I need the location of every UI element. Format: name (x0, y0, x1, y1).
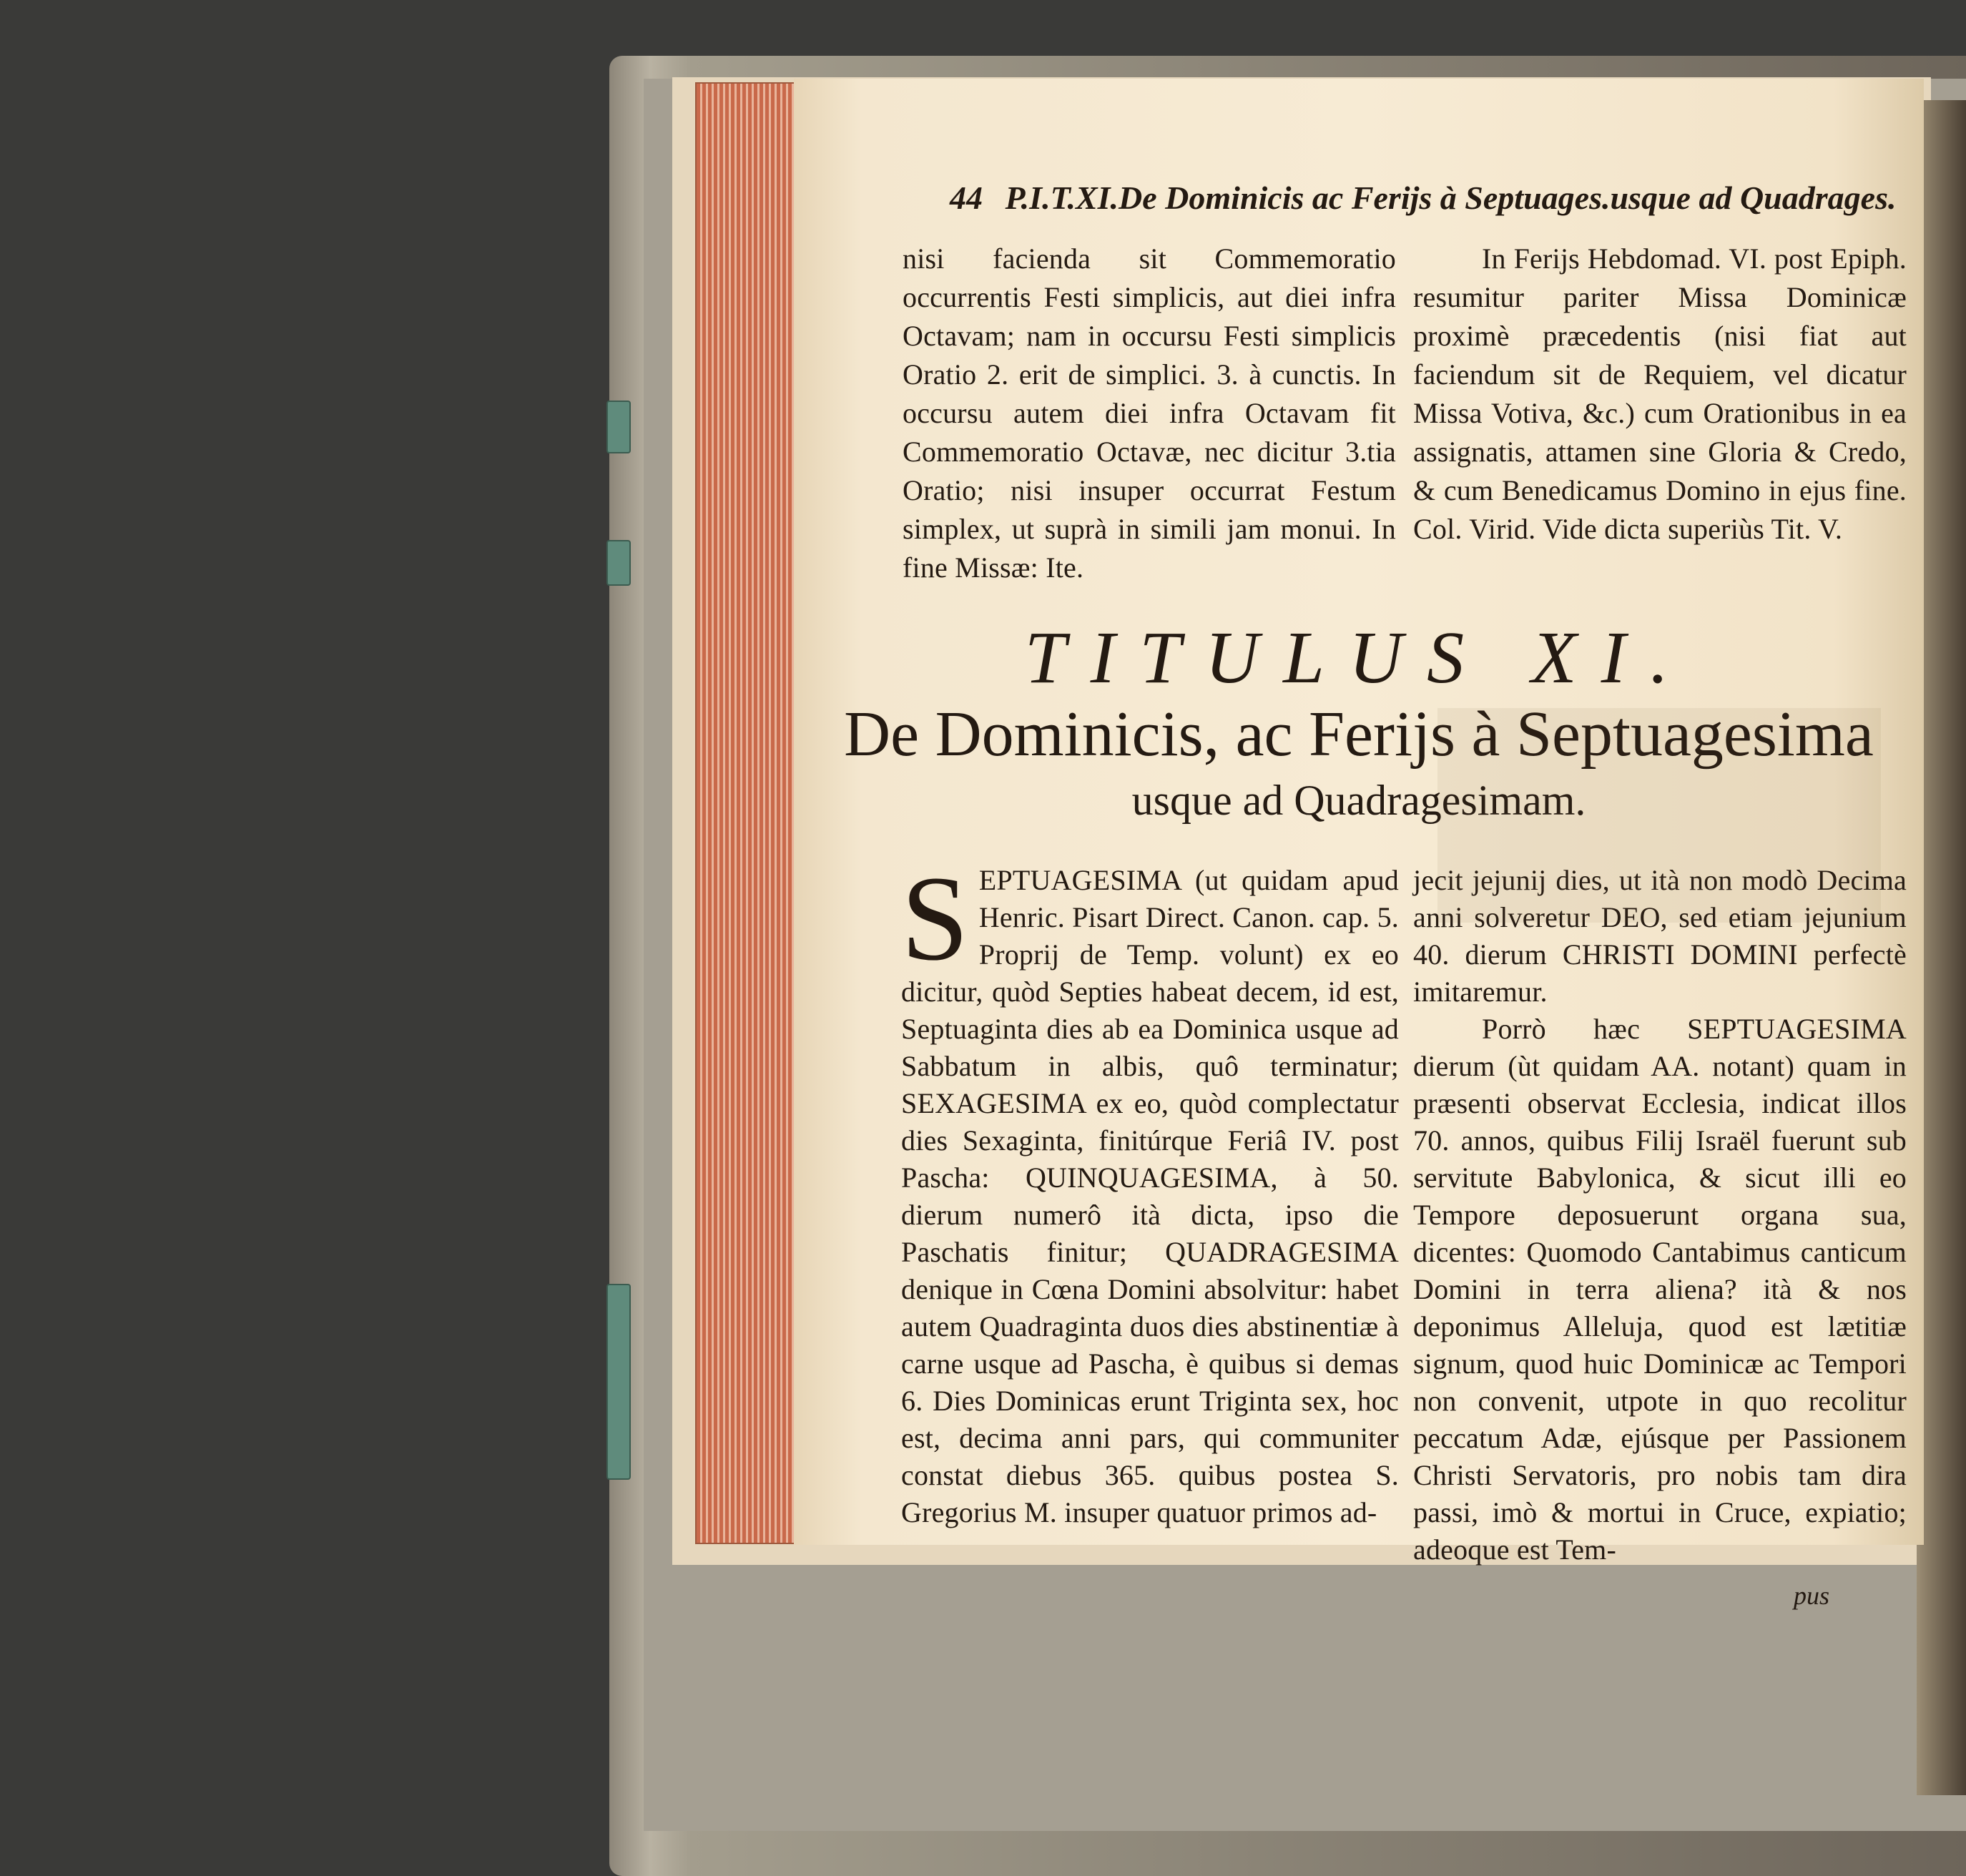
drop-cap: S (901, 851, 969, 986)
book-gutter (1917, 100, 1966, 1795)
main-right-paragraph-1: jecit jejunij dies, ut ità non modò Decima anni solveretur DEO, sed etiam jejunium 40. dierum CHRISTI DOMINI perfectè imitaremur. (1413, 864, 1907, 1008)
main-right-paragraph-2: Porrò hæc SEPTUAGESIMA dierum (ùt quidam AA. notant) quam in præsenti observat Ecclesia, indicat illos 70. annos, quibus Filij Israël fuerunt sub servitute Babylonica, & sicut illi eo Tempore deposuerunt organa sua, dicentes: Quomodo Cantabimus canticum Domini in terra aliena? ità & nos deponimus Alleluja, quod est lætitiæ signum, quod huic Dominicæ ac Tempori non convenit, utpote in quo recolitur peccatum Adæ, ejúsque per Passionem Christi Servatoris, pro nobis tam dira passi, imò & mortui in Cruce, expiatio; adeoque est Tem- (1413, 1013, 1907, 1566)
running-head-text: P.I.T.XI.De Dominicis ac Ferijs à Septuages.usque ad Quadrages. (1005, 180, 1897, 216)
catchword: pus (1794, 1581, 1830, 1610)
main-right-column (1413, 862, 1907, 1568)
chapter-title: TITULUS XI. (1024, 617, 1694, 699)
book-page (794, 79, 1924, 1610)
clasp-top (606, 401, 631, 453)
chapter-subtitle-line1: De Dominicis, ac Ferijs à Septuagesima (844, 699, 1874, 770)
main-left-text: EPTUAGESIMA (ut quidam apud Henric. Pisart Direct. Canon. cap. 5. Proprij de Temp. volunt) ex eo dicitur, quòd Septies habeat decem, id est, Septuaginta dies ab ea Dominica usque ad Sabbatum in albis, quô terminatur; SEXAGESIMA ex eo, quòd complectatur dies Sexaginta, finitúrque Feriâ IV. post Pascha: QUINQUAGESIMA, à 50. dierum numerô ità dicta, ipso die Paschatis finitur; QUADRAGESIMA denique in Cœna Domini absolvitur: habet autem Quadraginta duos dies abstinentiæ à carne usque ad Pascha, è quibus si demas 6. Dies Dominicas erunt Triginta sex, hoc est, decima anni pars, qui communiter constat diebus 365. quibus postea S. Gregorius M. insuper quatuor primos ad- (901, 864, 1399, 1528)
paper-stain (1437, 708, 1881, 923)
top-right-column: In Ferijs Hebdomad. VI. post Epiph. resumitur pariter Missa Dominicæ proximè præcedentis (nisi fiat aut faciendum sit de Requiem, vel dicatur Missa Votiva, &c.) cum Orationibus in ea assignatis, attamen sine Gloria & Credo, & cum Benedicamus Domino in ejus fine. Col. Virid. Vide dicta superiùs Tit. V. (1413, 242, 1907, 545)
running-head (950, 179, 1951, 217)
main-left-column (901, 851, 1399, 1531)
chapter-subtitle-line2: usque ad Quadragesimam. (1131, 777, 1586, 824)
page-number: 44 (950, 180, 983, 216)
clasp-bottom (606, 1284, 631, 1480)
red-page-edges (695, 82, 798, 1544)
top-left-column: nisi facienda sit Commemoratio occurrentis Festi simplicis, aut diei infra Octavam; nam in occursu Festi simplicis Oratio 2. erit de simplici. 3. à cunctis. In occursu autem diei infra Octavam fit Commemoratio Octavæ, nec dicitur 3.tia Oratio; nisi insuper occurrat Festum simplex, ut suprà in simili jam monui. In fine Missæ: Ite. (903, 242, 1396, 584)
clasp-middle (606, 540, 631, 586)
